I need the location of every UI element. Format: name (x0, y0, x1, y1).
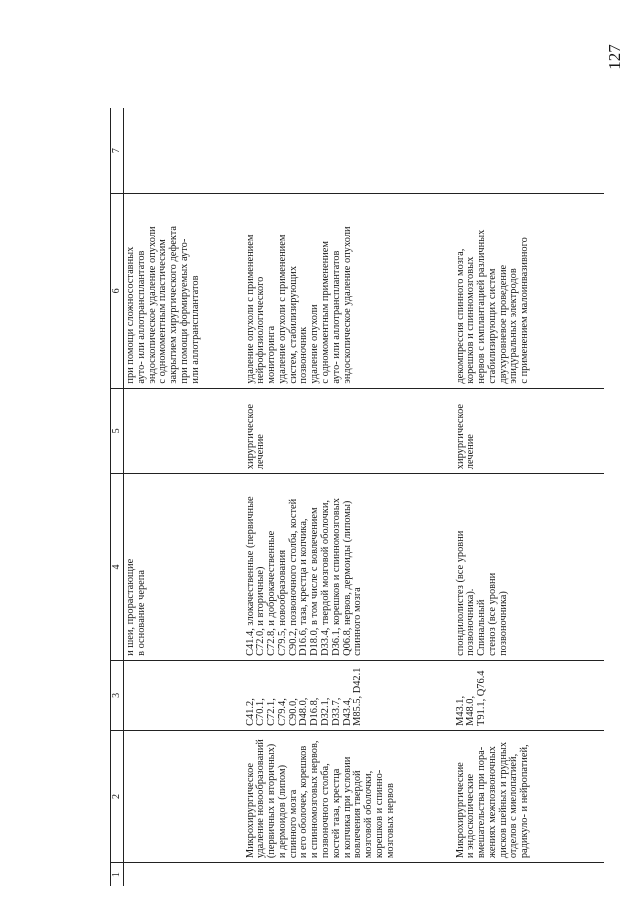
cell-col4: спондилолистез (все уровни позвоночника). Спинальный стеноз (все уровни позвоночника) (454, 474, 604, 661)
cell-col6: при помощи сложносоставных ауто- или аллотрансплантатов эндоскопическое удаление опухоли с одномоментным пластическим закрытием хирургического дефекта при помощи формируемых ауто- или аллотрансплантатов (124, 194, 244, 389)
column-header: 5 (111, 388, 124, 474)
cell-col5: хирургическое лечение (454, 388, 604, 474)
cell-col5 (124, 388, 244, 474)
table-row (124, 108, 244, 886)
cell-col1 (124, 863, 244, 886)
cell-col2: Микрохирургическое удаление новообразований (первичных и вторичных) и дермоидов (липом) спинного мозга и его оболочек, корешков и спинномозговых нервов, позвоночного столба, костей таза, крестца и копчика при условии вовлечения твердой мозговой оболочки, корешков и спинно- мозговых нервов (244, 730, 454, 862)
medical-procedures-table (110, 108, 604, 886)
column-header: 3 (111, 660, 124, 730)
cell-col3: C41.2, C70.1, C72.1, C79.4, C90.0, D48.0, D16.8, D32.1, D33.7, D43.4, M85.5, D42.1 (244, 660, 454, 730)
cell-col3: M43.1, M48.0, T91.1, Q76.4 (454, 660, 604, 730)
cell-col4: и шеи, прорастающие в основание черепа (124, 474, 244, 661)
cell-col7 (244, 108, 454, 194)
page-number: 127 (605, 44, 624, 70)
cell-col2: Микрохирургические и эндоскопические вмешательства при пора- жениях межпозвоночных дисков шейных и грудных отделов с миелопатией, радикуло- и нейропатией, (454, 730, 604, 862)
cell-col1 (454, 863, 604, 886)
cell-col7 (124, 108, 244, 194)
cell-col4: C41.4, злокачественные (первичные C72.0, и вторичные) C72.8, и доброкачественные C79.5, новообразования C90.2, позвоночного столба, костей D16.6, таза, крестца и копчика, D18.0, в том числе с вовлечением D33.4, твердой мозговой оболочки, D36.1, корешков и спинномозговых Q06.8, нервов, дермоиды (липомы) спинного мозга (244, 474, 454, 661)
cell-col6: декомпрессия спинного мозга, корешков и спинномозговых нервов с имплантацией различных стабилизирующих систем двухуровневое проведение эпидуральных электродов с применением малоинвазивного (454, 194, 604, 389)
table-row (454, 108, 604, 886)
column-header: 4 (111, 474, 124, 661)
table-row (244, 108, 454, 886)
column-header: 1 (111, 863, 124, 886)
cell-col6: удаление опухоли с применением нейрофизиологического мониторинга удаление опухоли с применением систем, стабилизирующих позвоночник удаление опухоли с одномоментным применением ауто- или аллотрансплантатов эндоскопическое удаление опухоли (244, 194, 454, 389)
cell-col5: хирургическое лечение (244, 388, 454, 474)
cell-col3 (124, 660, 244, 730)
column-header: 6 (111, 194, 124, 389)
table-header-row (111, 108, 124, 886)
cell-col2 (124, 730, 244, 862)
column-header: 2 (111, 730, 124, 862)
column-header: 7 (111, 108, 124, 194)
cell-col1 (244, 863, 454, 886)
cell-col7 (454, 108, 604, 194)
rotated-table-container (110, 108, 626, 886)
